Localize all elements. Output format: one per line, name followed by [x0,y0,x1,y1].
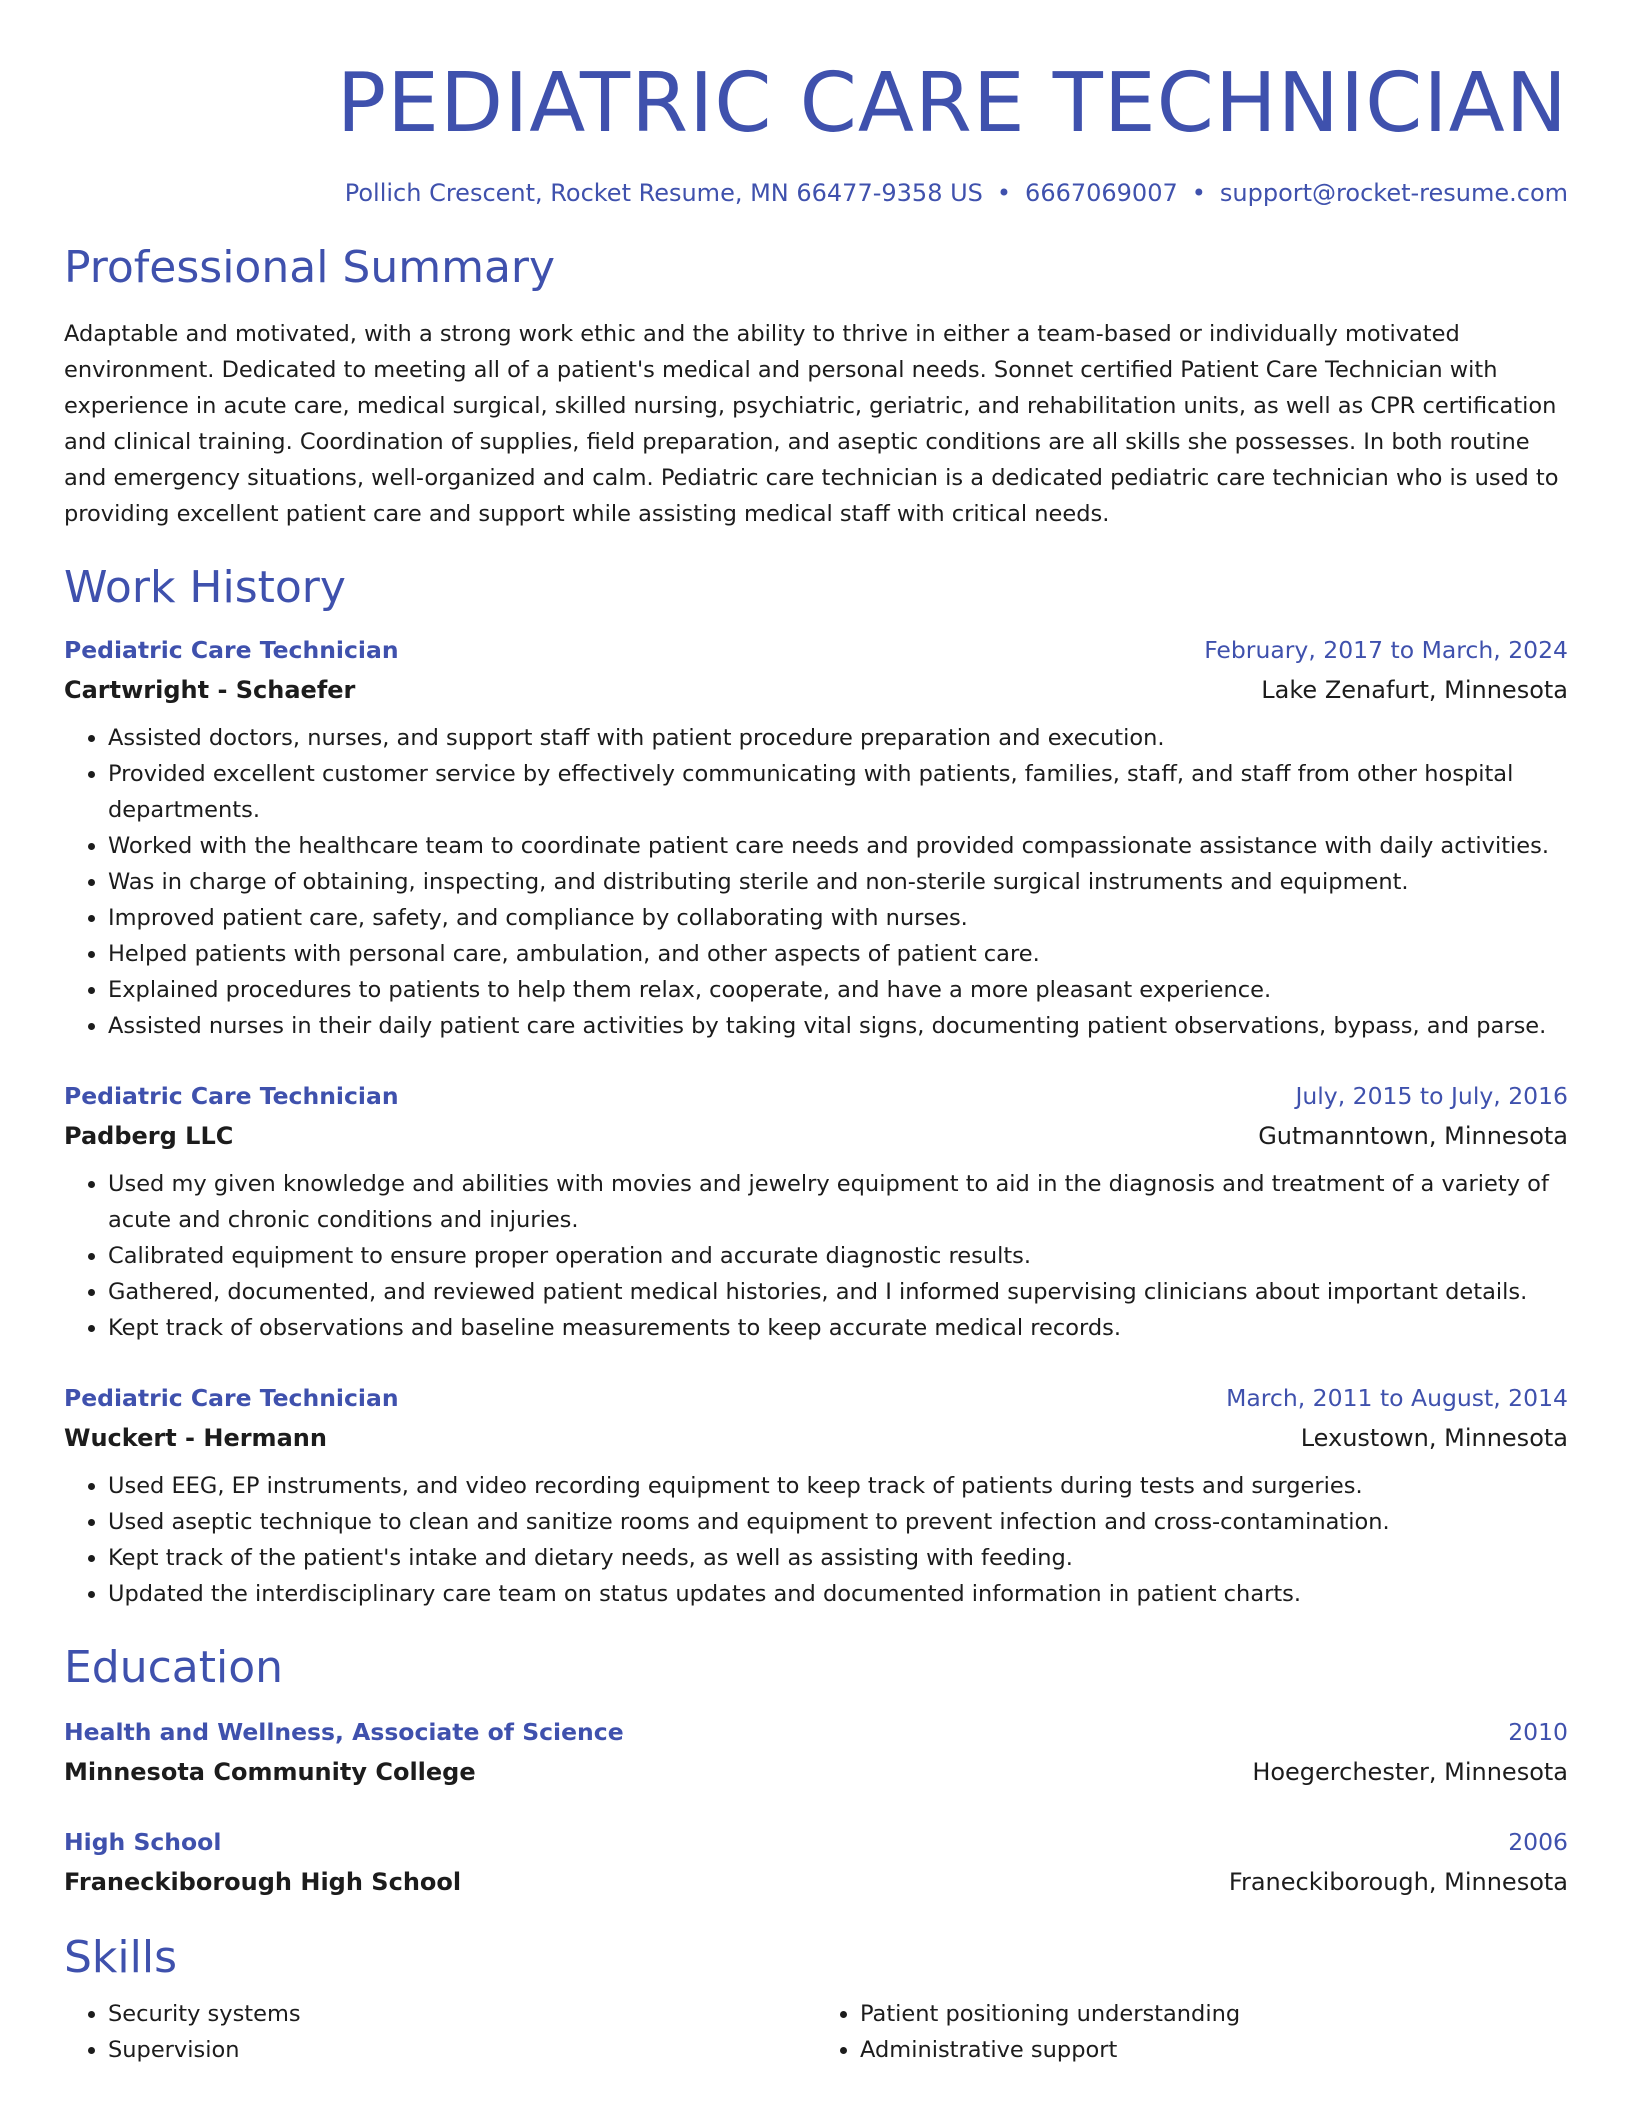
contact-address: Pollich Crescent, Rocket Resume, MN 66477-9358 US [344,179,983,207]
job-bullets [64,1166,1568,1346]
job-bullet: • Kept track of the patient's intake and dietary needs, as well as assisting with feeding. [108,1540,1568,1576]
job-bullet: • Explained procedures to patients to help them relax, cooperate, and have a more pleasant experience. [108,972,1568,1008]
job-entry [64,630,1568,1044]
summary-text: Adaptable and motivated, with a strong work ethic and the ability to thrive in either a team-based or individually motivated environment. Dedicated to meeting all of a patient's medical and personal needs. Sonnet certified Patient Care Technician with experience in acute care, medical surgical, skilled nursing, psychiatric, geriatric, and rehabilitation units, as well as CPR certification and clinical training. Coordination of supplies, field preparation, and aseptic conditions are all skills she possesses. In both routine and emergency situations, well-organized and calm. Pediatric care technician is a dedicated pediatric care technician who is used to providing excellent patient care and support while assisting medical staff with critical needs. [64,321,1559,527]
job-company: Cartwright - Schaefer [64,676,356,704]
job-dates: July, 2015 to July, 2016 [1295,1082,1568,1110]
job-role: Pediatric Care Technician [64,1082,399,1110]
education-location: Hoegerchester, Minnesota [1252,1758,1568,1786]
job-dates: February, 2017 to March, 2024 [1204,636,1568,664]
contact-line [64,176,1568,210]
job-bullet: • Used EEG, EP instruments, and video recording equipment to keep track of patients during tests and surgeries. [108,1468,1568,1504]
skill-item: • Patient positioning understanding [860,1996,1568,2032]
job-bullets [64,720,1568,1044]
education-school: Franeckiborough High School [64,1868,462,1896]
job-bullet: • Updated the interdisciplinary care team on status updates and documented information in patient charts. [108,1576,1568,1612]
job-bullet: • Was in charge of obtaining, inspecting, and distributing sterile and non-sterile surgical instruments and equipment. [108,864,1568,900]
education-heading: Education [64,1642,284,1693]
resume-title: PEDIATRIC CARE TECHNICIAN [336,56,1568,151]
skills-column-left [64,1996,816,2068]
job-dates: March, 2011 to August, 2014 [1226,1384,1568,1412]
job-location: Lake Zenafurt, Minnesota [1261,676,1568,704]
education-school: Minnesota Community College [64,1758,476,1786]
job-bullets [64,1468,1568,1612]
job-bullet: • Used my given knowledge and abilities with movies and jewelry equipment to aid in the diagnosis and treatment of a variety of acute and chronic conditions and injuries. [108,1166,1568,1238]
contact-email: support@rocket-resume.com [1219,179,1568,207]
job-company: Padberg LLC [64,1122,234,1150]
job-bullet: • Kept track of observations and baseline measurements to keep accurate medical records. [108,1310,1568,1346]
skills-column-right [816,1996,1568,2068]
contact-separator: • [1191,179,1206,207]
job-bullet: • Gathered, documented, and reviewed patient medical histories, and I informed supervising clinicians about important details. [108,1274,1568,1310]
education-year: 2006 [1508,1828,1568,1856]
job-location: Lexustown, Minnesota [1300,1424,1568,1452]
job-company: Wuckert - Hermann [64,1424,327,1452]
job-bullet: • Assisted doctors, nurses, and support staff with patient procedure preparation and execution. [108,720,1568,756]
education-year: 2010 [1508,1718,1568,1746]
job-bullet: • Assisted nurses in their daily patient care activities by taking vital signs, documenting patient observations, bypass, and parse. [108,1008,1568,1044]
job-role: Pediatric Care Technician [64,636,399,664]
job-entry [64,1378,1568,1612]
education-entry [64,1712,1568,1792]
skill-item: • Security systems [108,1996,816,2032]
education-location: Franeckiborough, Minnesota [1228,1868,1568,1896]
education-entry [64,1822,1568,1902]
education-degree: Health and Wellness, Associate of Science [64,1718,624,1746]
skills-list [64,1996,1568,2068]
contact-phone: 6667069007 [1025,179,1178,207]
job-bullet: • Improved patient care, safety, and compliance by collaborating with nurses. [108,900,1568,936]
work-history-heading: Work History [64,562,346,613]
job-role: Pediatric Care Technician [64,1384,399,1412]
job-bullet: • Helped patients with personal care, ambulation, and other aspects of patient care. [108,936,1568,972]
skill-item: • Administrative support [860,2032,1568,2068]
job-bullet: • Worked with the healthcare team to coordinate patient care needs and provided compassionate assistance with daily activities. [108,828,1568,864]
job-bullet: • Used aseptic technique to clean and sanitize rooms and equipment to prevent infection and cross-contamination. [108,1504,1568,1540]
education-degree: High School [64,1828,222,1856]
contact-separator: • [996,179,1012,207]
job-entry [64,1076,1568,1346]
summary-heading: Professional Summary [64,242,556,293]
skill-item: • Supervision [108,2032,816,2068]
job-bullet: • Calibrated equipment to ensure proper operation and accurate diagnostic results. [108,1238,1568,1274]
job-location: Gutmanntown, Minnesota [1258,1122,1568,1150]
job-bullet: • Provided excellent customer service by effectively communicating with patients, families, staff, and staff from other hospital departments. [108,756,1568,828]
skills-heading: Skills [64,1932,178,1983]
